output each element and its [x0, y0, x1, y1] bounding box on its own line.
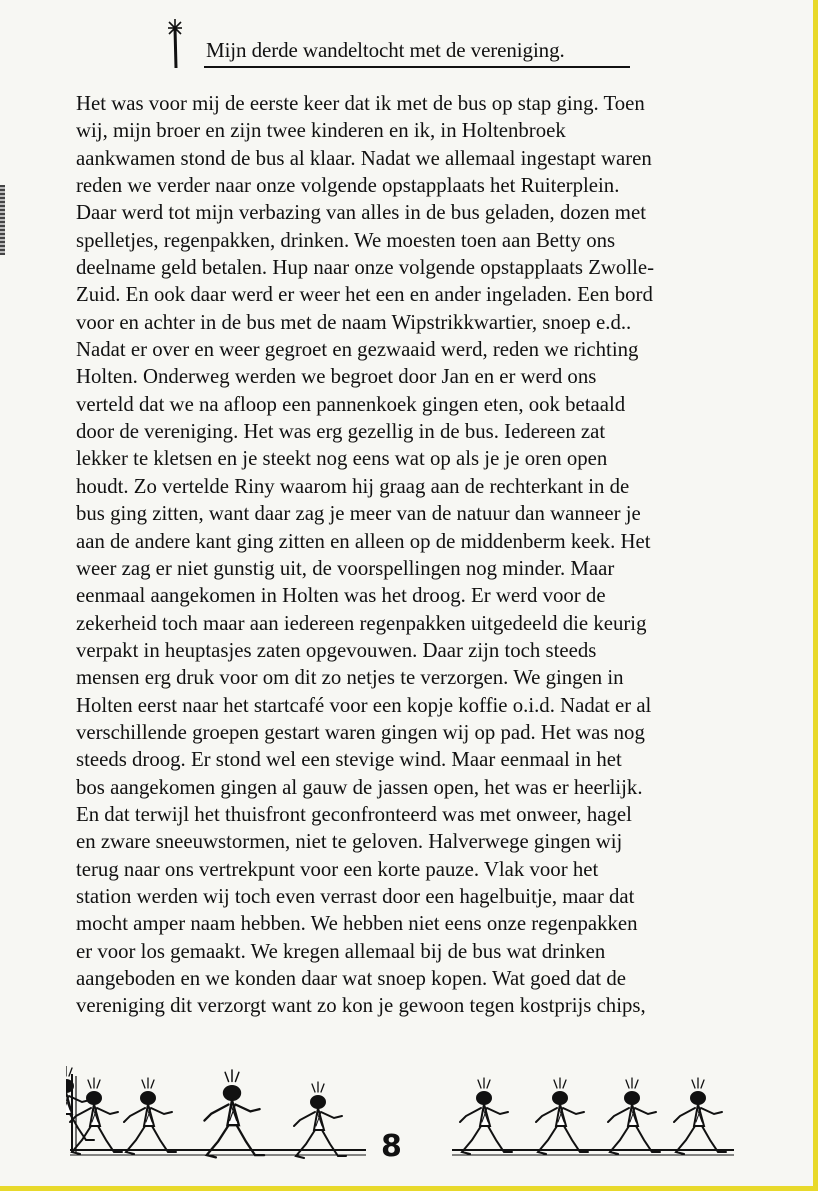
- body-line: station werden wij toch even verrast door een hagelbuitje, maar dat: [76, 884, 635, 908]
- body-line: deelname geld betalen. Hup naar onze volgende opstapplaats Zwolle-: [76, 256, 655, 280]
- body-line: En dat terwijl het thuisfront geconfronteerd was met onweer, hagel: [76, 802, 632, 826]
- body-line: terug naar ons vertrekpunt voor een korte pauze. Vlak voor het: [76, 857, 599, 881]
- body-line: aankwamen stond de bus al klaar. Nadat we allemaal ingestapt waren: [76, 146, 652, 170]
- body-line: vereniging dit verzorgt want zo kon je gewoon tegen kostprijs chips,: [76, 994, 646, 1018]
- article-body: [76, 90, 776, 1020]
- body-line: Daar werd tot mijn verbazing van alles in de bus geladen, dozen met: [76, 201, 646, 225]
- body-line: aangeboden en we konden daar wat snoep kopen. Wat goed dat de: [76, 967, 627, 990]
- walker-figure-1: [70, 1078, 122, 1154]
- body-line: spelletjes, regenpakken, drinken. We moesten toen aan Betty ons: [76, 228, 616, 252]
- walker-figure-8: [674, 1078, 726, 1154]
- walker-figure-4: [294, 1082, 346, 1158]
- body-line: verpakt in heuptasjes zaten opgevouwen. Daar zijn toch steeds: [76, 638, 597, 662]
- body-line: zekerheid toch maar aan iedereen regenpakken uitgedeeld die keurig: [76, 611, 647, 635]
- body-line: Zuid. En ook daar werd er weer het een en ander ingeladen. Een bord: [76, 283, 653, 307]
- body-line: weer zag er niet gunstig uit, de voorspellingen nog minder. Maar: [76, 556, 615, 580]
- body-line: steeds droog. Er stond wel een stevige wind. Maar eenmaal in het: [76, 748, 622, 772]
- binder-mark: [0, 185, 5, 255]
- body-line: verteld dat we na afloop een pannenkoek gingen eten, ook betaald: [76, 392, 626, 416]
- walker-figure-5: [460, 1078, 512, 1154]
- title-underline: [204, 66, 630, 68]
- body-line: en zware sneeuwstormen, niet te geloven. Halverwege gingen wij: [76, 830, 623, 854]
- body-line: lekker te kletsen en je steekt nog eens wat op als je je oren open: [76, 447, 608, 471]
- page-edge-right: [813, 0, 818, 1191]
- body-line: mensen erg druk voor om dit zo netjes te verzorgen. We gingen in: [76, 666, 624, 690]
- body-line: er voor los gemaakt. We kregen allemaal bij de bus wat drinken: [76, 939, 606, 963]
- body-line: door de vereniging. Het was erg gezellig in de bus. Iedereen zat: [76, 420, 606, 444]
- body-line: houdt. Zo vertelde Riny waarom hij graag aan de rechterkant in de: [76, 474, 630, 498]
- walker-figure-2: [124, 1078, 176, 1154]
- body-line: verschillende groepen gestart waren gingen wij op pad. Het was nog: [76, 720, 645, 744]
- body-line: mocht amper naam hebben. We hebben niet eens onze regenpakken: [76, 912, 638, 936]
- walker-figure-6: [536, 1078, 588, 1154]
- body-line: Nadat er over en weer gegroet en gezwaaid werd, reden we richting: [76, 338, 639, 362]
- article-title: Mijn derde wandeltocht met de vereniging.: [206, 38, 565, 62]
- body-line: Het was voor mij de eerste keer dat ik met de bus op stap ging. Toen: [76, 92, 645, 115]
- walker-figure-3: [204, 1070, 264, 1157]
- page-edge-bottom: [0, 1186, 818, 1191]
- body-line: voor en achter in de bus met de naam Wipstrikkwartier, snoep e.d..: [76, 310, 632, 334]
- body-line: aan de andere kant ging zitten en alleen op de middenberm keek. Het: [76, 529, 651, 553]
- article-header: [160, 18, 630, 74]
- body-line: wij, mijn broer en zijn twee kinderen en ik, in Holtenbroek: [76, 119, 566, 143]
- body-line: Holten eerst naar het startcafé voor een kopje koffie o.i.d. Nadat er al: [76, 693, 652, 717]
- body-line: bus ging zitten, want daar zag je meer van de natuur dan wanneer je: [76, 502, 641, 526]
- body-line: Holten. Onderweg werden we begroet door Jan en er werd ons: [76, 365, 597, 389]
- walker-figure-7: [608, 1078, 660, 1154]
- body-line: eenmaal aangekomen in Holten was het droog. Er werd voor de: [76, 584, 606, 608]
- page-number: 8: [381, 1129, 402, 1164]
- body-line: bos aangekomen gingen al gauw de jassen open, het was er heerlijk.: [76, 775, 643, 799]
- walking-stick-icon: [160, 18, 190, 70]
- body-line: reden we verder naar onze volgende opstapplaats het Ruiterplein.: [76, 174, 620, 198]
- walker-figure-1-holder: [66, 1066, 126, 1166]
